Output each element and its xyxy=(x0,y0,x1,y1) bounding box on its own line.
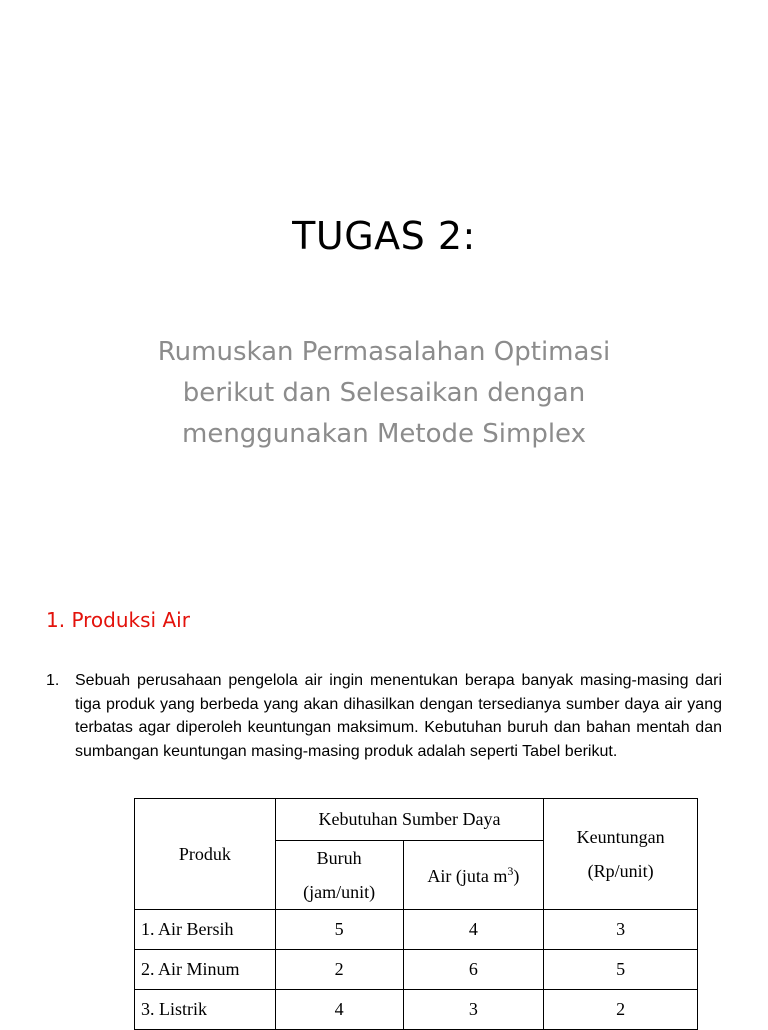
header-buruh-line1: Buruh xyxy=(316,848,362,868)
subtitle-line: menggunakan Metode Simplex xyxy=(182,419,586,449)
page-title: TUGAS 2: xyxy=(292,214,476,258)
cell-produk: 3. Listrik xyxy=(135,990,276,1030)
header-air-sup: 3 xyxy=(507,863,514,878)
header-keuntungan xyxy=(544,799,698,910)
header-air-prefix: Air (juta m xyxy=(427,865,508,886)
subtitle-line: Rumuskan Permasalahan Optimasi xyxy=(157,337,611,367)
header-buruh-line2: (jam/unit) xyxy=(303,882,376,902)
page-subtitle xyxy=(104,332,664,455)
header-keuntungan-line1: Keuntungan xyxy=(576,827,665,847)
header-produk: Produk xyxy=(135,799,276,910)
header-air-suffix: ) xyxy=(513,865,520,886)
table-row xyxy=(135,910,698,950)
problem-text: Sebuah perusahaan pengelola air ingin menentukan berapa banyak masing-masing dari tiga produk yang berbeda yang akan dihasilkan dengan tersedianya sumber daya air yang terbatas agar diperoleh keuntungan maksimum. Kebutuhan buruh dan bahan mentah dan sumbangan keuntungan masing-masing produk adalah seperti Tabel berikut. xyxy=(75,672,722,760)
resource-table xyxy=(134,798,698,1030)
section-heading: 1. Produksi Air xyxy=(46,608,190,632)
table-header-row xyxy=(135,799,698,841)
header-buruh xyxy=(275,841,403,910)
cell-air: 6 xyxy=(403,950,544,990)
header-air xyxy=(403,841,544,910)
cell-keuntungan: 2 xyxy=(544,990,698,1030)
cell-air: 4 xyxy=(403,910,544,950)
cell-keuntungan: 5 xyxy=(544,950,698,990)
cell-produk: 1. Air Bersih xyxy=(135,910,276,950)
cell-buruh: 2 xyxy=(275,950,403,990)
problem-number: 1. xyxy=(46,672,60,689)
problem-statement xyxy=(46,669,722,763)
cell-produk: 2. Air Minum xyxy=(135,950,276,990)
header-kebutuhan: Kebutuhan Sumber Daya xyxy=(275,799,543,841)
cell-buruh: 5 xyxy=(275,910,403,950)
cell-buruh: 4 xyxy=(275,990,403,1030)
header-keuntungan-line2: (Rp/unit) xyxy=(587,861,654,881)
subtitle-line: berikut dan Selesaikan dengan xyxy=(182,378,586,408)
cell-keuntungan: 3 xyxy=(544,910,698,950)
table-row xyxy=(135,950,698,990)
cell-air: 3 xyxy=(403,990,544,1030)
